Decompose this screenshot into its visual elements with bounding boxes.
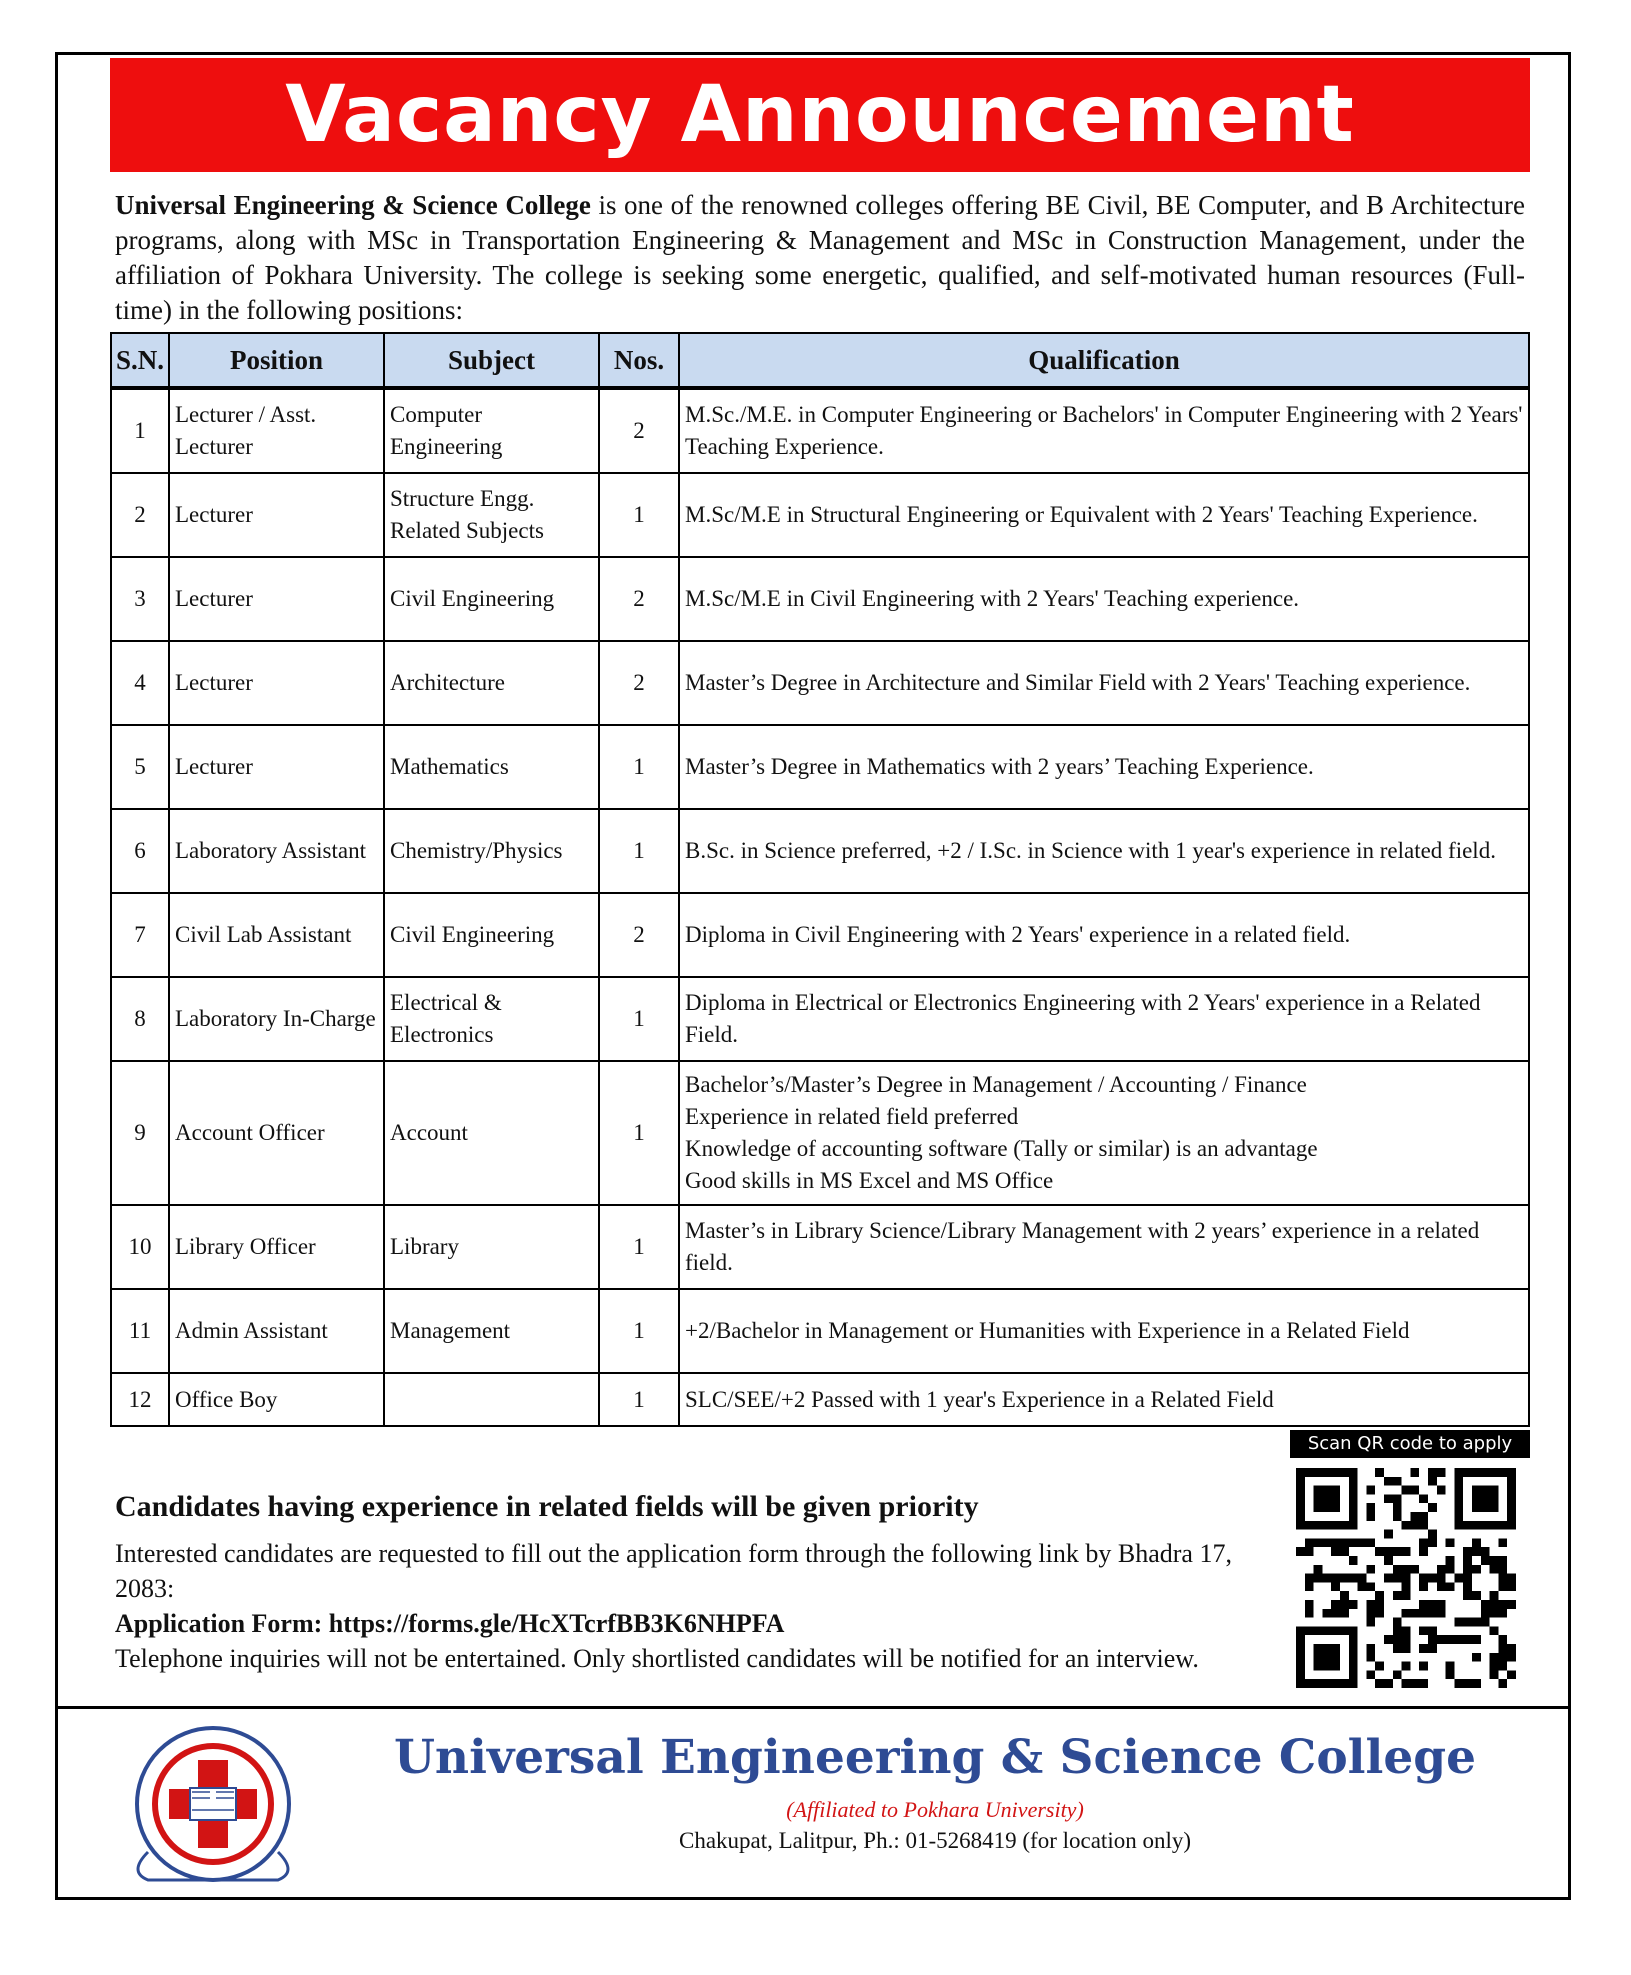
cell-position: Admin Assistant: [169, 1289, 384, 1373]
qualification-line: +2/Bachelor in Management or Humanities with Experience in a Related Field: [685, 1318, 1410, 1343]
cell-position: Lecturer: [169, 641, 384, 725]
header-sn: S.N.: [111, 333, 169, 388]
cell-qualification: [679, 557, 1529, 641]
cell-position: Lecturer: [169, 725, 384, 809]
cell-sn: 5: [111, 725, 169, 809]
qr-code-icon[interactable]: [1296, 1468, 1516, 1688]
table-row: [111, 809, 1529, 893]
cell-sn: 4: [111, 641, 169, 725]
cell-qualification: [679, 1205, 1529, 1289]
cell-nos: 1: [599, 1373, 679, 1426]
cell-qualification: [679, 1289, 1529, 1373]
college-logo-icon: [118, 1722, 308, 1892]
intro-paragraph: [115, 188, 1525, 328]
cell-qualification: [679, 1373, 1529, 1426]
cell-nos: 1: [599, 809, 679, 893]
footer-affiliation: (Affiliated to Pokhara University): [786, 1797, 1084, 1822]
application-info: [115, 1536, 1235, 1676]
cell-qualification: [679, 809, 1529, 893]
table-row: [111, 641, 1529, 725]
intro-text: is one of the renowned colleges offering BE Civil, BE Computer, and B Architecture programs, along with MSc in Transportation Engineering & Management and MSc in Construction Management, under the affiliation of Pokhara University. The college is seeking some energetic, qualified, and self-motivated human resources (Full-time) in the following positions:: [115, 190, 1525, 325]
table-row: [111, 1289, 1529, 1373]
qualification-line: Master’s in Library Science/Library Management with 2 years’ experience in a related field.: [685, 1218, 1480, 1275]
cell-nos: 2: [599, 557, 679, 641]
cell-qualification: [679, 893, 1529, 977]
cell-position: Account Officer: [169, 1061, 384, 1205]
cell-subject: Mathematics: [384, 725, 599, 809]
qualification-line: Master’s Degree in Mathematics with 2 years’ Teaching Experience.: [685, 754, 1314, 779]
cell-nos: 1: [599, 473, 679, 557]
cell-sn: 8: [111, 977, 169, 1061]
cell-sn: 12: [111, 1373, 169, 1426]
qualification-line: M.Sc/M.E in Structural Engineering or Equivalent with 2 Years' Teaching Experience.: [685, 502, 1478, 527]
cell-position: Library Officer: [169, 1205, 384, 1289]
cell-sn: 10: [111, 1205, 169, 1289]
cell-subject: Account: [384, 1061, 599, 1205]
qualification-line: Good skills in MS Excel and MS Office: [685, 1168, 1054, 1193]
table-row: [111, 977, 1529, 1061]
cell-position: Office Boy: [169, 1373, 384, 1426]
cell-position: Laboratory Assistant: [169, 809, 384, 893]
cell-sn: 6: [111, 809, 169, 893]
cell-sn: 2: [111, 473, 169, 557]
application-form-link[interactable]: Application Form: https://forms.gle/HcXTcrfBB3K6NHPFA: [115, 1609, 785, 1638]
cell-position: Lecturer / Asst. Lecturer: [169, 388, 384, 473]
cell-qualification: [679, 388, 1529, 473]
header-qualification: Qualification: [679, 333, 1529, 388]
qualification-line: M.Sc/M.E in Civil Engineering with 2 Years' Teaching experience.: [685, 586, 1300, 611]
cell-position: Civil Lab Assistant: [169, 893, 384, 977]
qualification-line: M.Sc./M.E. in Computer Engineering or Bachelors' in Computer Engineering with 2 Years' Teaching Experience.: [685, 402, 1523, 459]
vacancy-banner: Vacancy Announcement: [110, 58, 1530, 172]
qualification-line: B.Sc. in Science preferred, +2 / I.Sc. in Science with 1 year's experience in related field.: [685, 838, 1496, 863]
qr-label: Scan QR code to apply: [1290, 1430, 1530, 1458]
cell-subject: Structure Engg. Related Subjects: [384, 473, 599, 557]
cell-qualification: [679, 641, 1529, 725]
table-row: [111, 1373, 1529, 1426]
cell-qualification: [679, 473, 1529, 557]
cell-subject: Architecture: [384, 641, 599, 725]
cell-sn: 1: [111, 388, 169, 473]
instructions-text: Interested candidates are requested to fill out the application form through the following link by Bhadra 17, 2083:: [115, 1539, 1232, 1603]
cell-sn: 7: [111, 893, 169, 977]
table-row: [111, 473, 1529, 557]
footer-address: Chakupat, Lalitpur, Ph.: 01-5268419 (for location only): [678, 1828, 1192, 1853]
qualification-line: Bachelor’s/Master’s Degree in Management / Accounting / Finance: [685, 1072, 1307, 1097]
header-position: Position: [169, 333, 384, 388]
table-header-row: [111, 333, 1529, 388]
qualification-line: Diploma in Civil Engineering with 2 Years' experience in a related field.: [685, 922, 1351, 947]
qualification-line: Experience in related field preferred: [685, 1104, 1019, 1129]
cell-subject: Civil Engineering: [384, 893, 599, 977]
cell-subject: Chemistry/Physics: [384, 809, 599, 893]
qualification-line: Diploma in Electrical or Electronics Engineering with 2 Years' experience in a Related Field.: [685, 990, 1481, 1047]
table-row: [111, 1061, 1529, 1205]
cell-subject: [384, 1373, 599, 1426]
cell-position: Lecturer: [169, 557, 384, 641]
footer-college-name: Universal Engineering & Science College: [393, 1730, 1477, 1785]
header-subject: Subject: [384, 333, 599, 388]
priority-note: Candidates having experience in related fields will be given priority: [115, 1490, 979, 1523]
header-nos: Nos.: [599, 333, 679, 388]
table-row: [111, 557, 1529, 641]
table-row: [111, 388, 1529, 473]
cell-nos: 2: [599, 641, 679, 725]
cell-subject: Computer Engineering: [384, 388, 599, 473]
cell-subject: Management: [384, 1289, 599, 1373]
cell-subject: Civil Engineering: [384, 557, 599, 641]
table-body: [111, 388, 1529, 1426]
cell-position: Lecturer: [169, 473, 384, 557]
cell-nos: 1: [599, 725, 679, 809]
cell-sn: 11: [111, 1289, 169, 1373]
table-row: [111, 725, 1529, 809]
qualification-line: SLC/SEE/+2 Passed with 1 year's Experience in a Related Field: [685, 1386, 1274, 1412]
qualification-line: Master’s Degree in Architecture and Similar Field with 2 Years' Teaching experience.: [685, 670, 1471, 695]
cell-position: Laboratory In-Charge: [169, 977, 384, 1061]
cell-nos: 2: [599, 388, 679, 473]
cell-nos: 2: [599, 893, 679, 977]
footer-divider: [55, 1706, 1571, 1709]
cell-qualification: [679, 725, 1529, 809]
cell-sn: 9: [111, 1061, 169, 1205]
table-row: [111, 1205, 1529, 1289]
disclaimer-text: Telephone inquiries will not be entertained. Only shortlisted candidates will be notified for an interview.: [115, 1644, 1199, 1673]
cell-subject: Electrical & Electronics: [384, 977, 599, 1061]
table-row: [111, 893, 1529, 977]
qualification-line: Knowledge of accounting software (Tally or similar) is an advantage: [685, 1136, 1318, 1161]
cell-sn: 3: [111, 557, 169, 641]
intro-college-name: Universal Engineering & Science College: [115, 190, 591, 220]
cell-qualification: [679, 977, 1529, 1061]
cell-nos: 1: [599, 1289, 679, 1373]
cell-nos: 1: [599, 1061, 679, 1205]
cell-subject: Library: [384, 1205, 599, 1289]
cell-nos: 1: [599, 977, 679, 1061]
vacancy-table: [110, 332, 1530, 1427]
cell-nos: 1: [599, 1205, 679, 1289]
cell-qualification: [679, 1061, 1529, 1205]
